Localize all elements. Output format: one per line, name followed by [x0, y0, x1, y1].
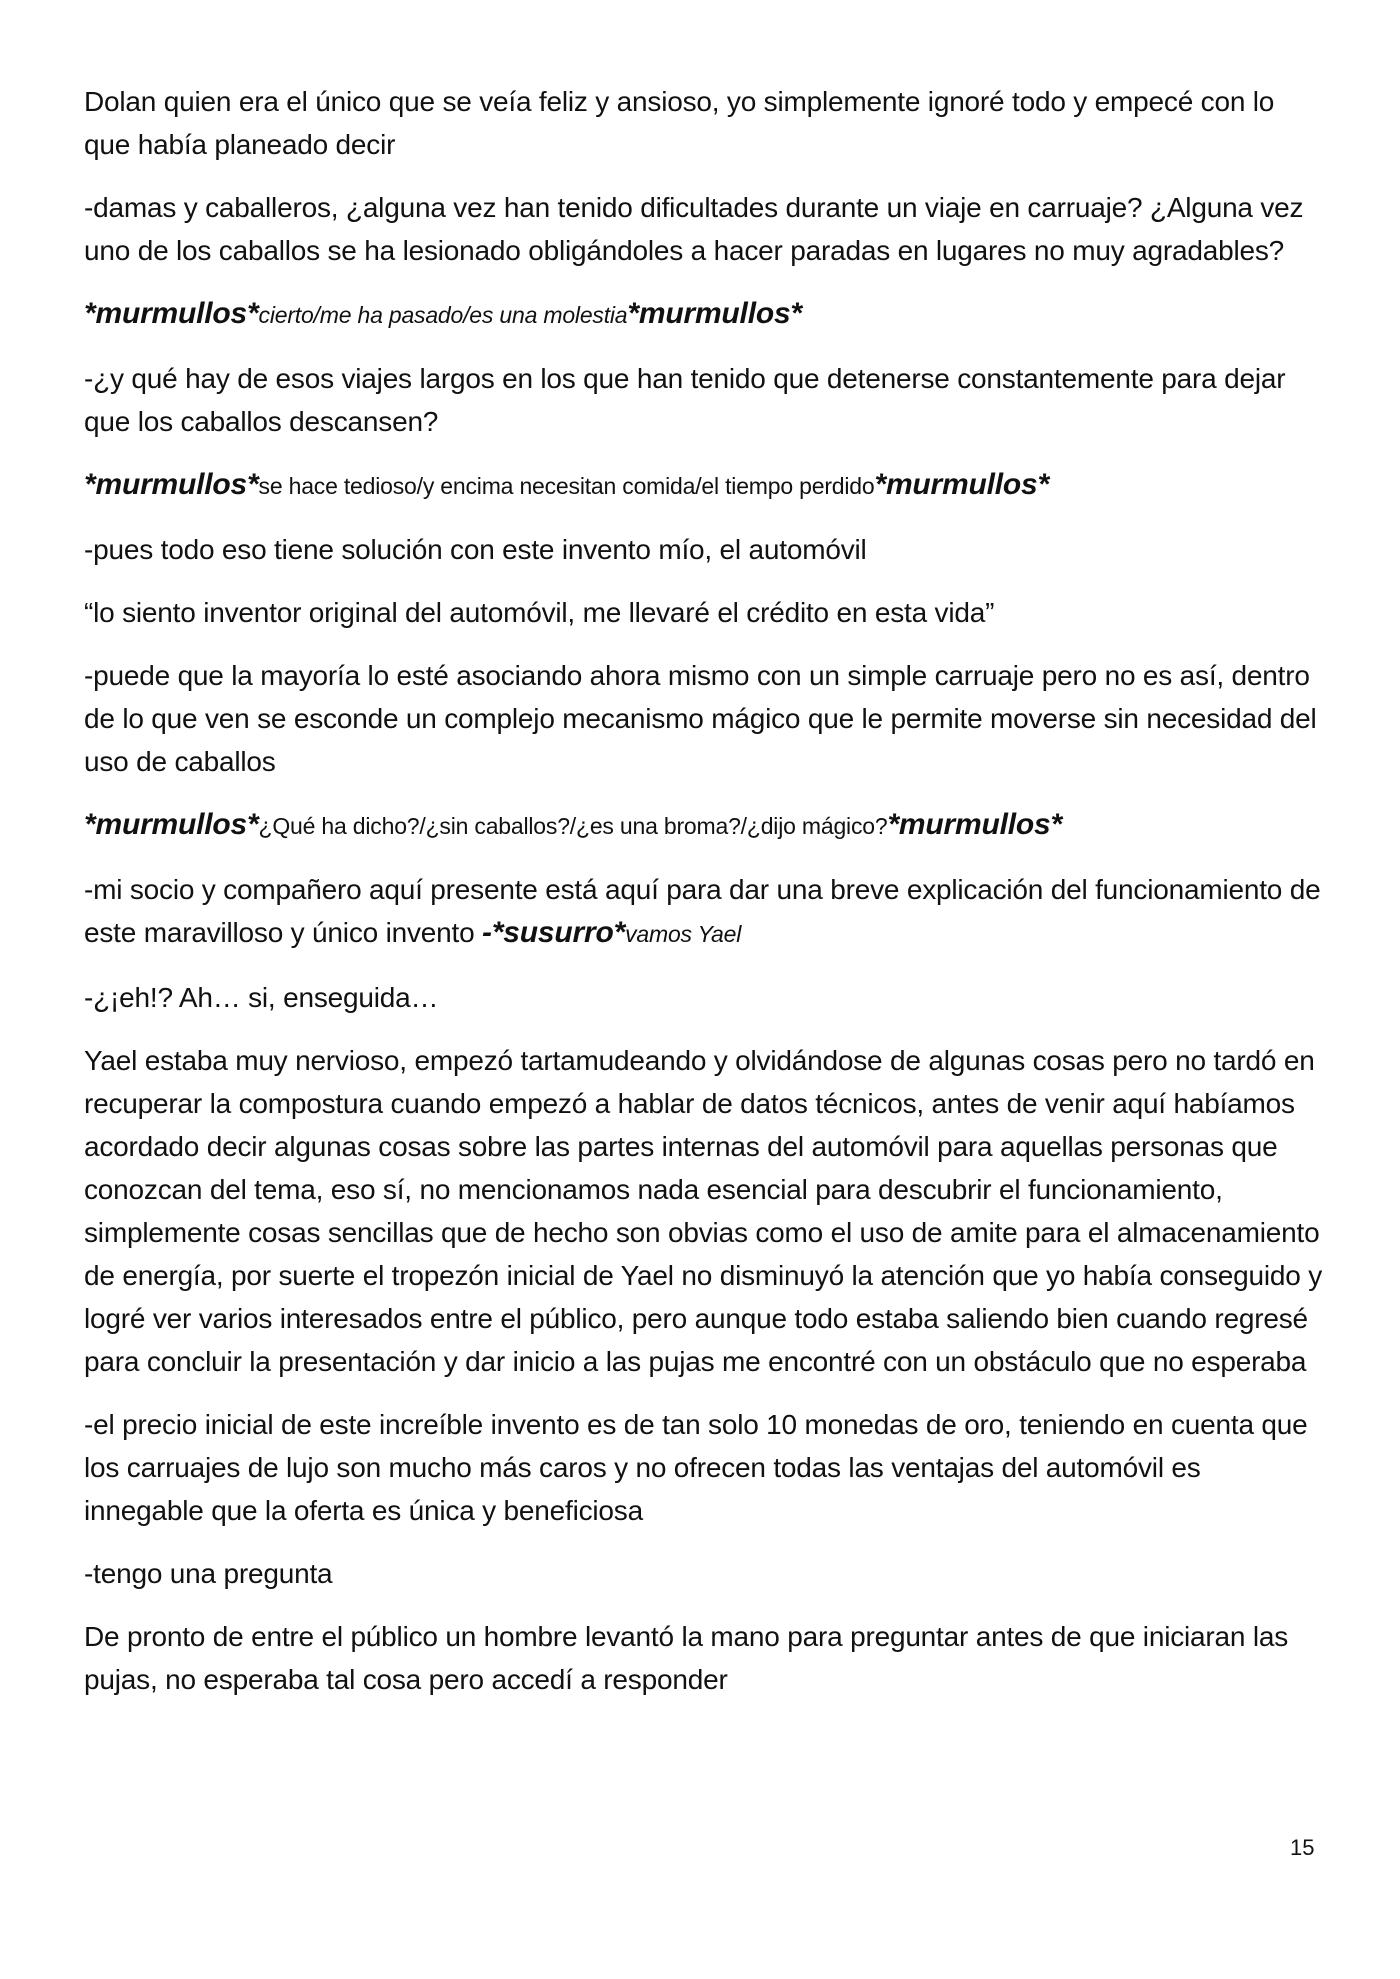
paragraph-8: -puede que la mayoría lo esté asociando ahora mismo con un simple carruaje pero no es así, dentro de lo que ven se esconde un complejo mecanismo mágico que le permite moverse sin necesidad del uso de caballos	[84, 660, 1317, 777]
paragraph-11: -¿¡eh!? Ah… si, enseguida…	[84, 982, 439, 1013]
paragraph-15: De pronto de entre el público un hombre levantó la mano para preguntar antes de que iniciaran las pujas, no esperaba tal cosa pero accedí a responder	[84, 1621, 1289, 1695]
page-number: 15	[1290, 1835, 1315, 1860]
murmur-tag-open: *murmullos*	[84, 468, 259, 501]
paragraph-2: -damas y caballeros, ¿alguna vez han tenido dificultades durante un viaje en carruaje? ¿Alguna vez uno de los caballos se ha lesionado obligándoles a hacer paradas en lugares no muy agradables?	[84, 192, 1304, 266]
paragraph-9-murmurs	[84, 803, 1324, 848]
paragraph-1: Dolan quien era el único que se veía feliz y ansioso, yo simplemente ignoré todo y empecé con lo que había planeado decir	[84, 86, 1275, 160]
murmur-text: cierto/me ha pasado/es una molestia	[258, 302, 628, 328]
paragraph-12: Yael estaba muy nervioso, empezó tartamudeando y olvidándose de algunas cosas pero no tardó en recuperar la compostura cuando empezó a hablar de datos técnicos, antes de venir aquí habíamos acordado decir algunas cosas sobre las partes internas del automóvil para aquellas personas que conozcan del tema, eso sí, no mencionamos nada esencial para descubrir el funcionamiento, simplemente cosas sencillas que de hecho son obvias como el uso de amite para el almacenamiento de energía, por suerte el tropezón inicial de Yael no disminuyó la atención que yo había conseguido y logré ver varios interesados entre el público, pero aunque todo estaba saliendo bien cuando regresé para concluir la presentación y dar inicio a las pujas me encontré con un obstáculo que no esperaba	[84, 1045, 1323, 1377]
paragraph-7-thought: “lo siento inventor original del automóvil, me llevaré el crédito en esta vida”	[84, 597, 995, 628]
whisper-tag: -*susurro*	[482, 916, 626, 949]
murmur-tag-open: *murmullos*	[84, 808, 259, 841]
paragraph-6: -pues todo eso tiene solución con este invento mío, el automóvil	[84, 534, 867, 565]
murmur-tag-open: *murmullos*	[84, 297, 259, 330]
murmur-tag-close: *murmullos*	[627, 297, 802, 330]
paragraph-5-murmurs	[84, 463, 1324, 508]
paragraph-10	[84, 868, 1324, 956]
paragraph-14: -tengo una pregunta	[84, 1558, 333, 1589]
whisper-text: vamos Yael	[625, 921, 742, 947]
paragraph-10-text: -mi socio y compañero aquí presente está aquí para dar una breve explicación del funcionamiento de este maravilloso y único invento	[84, 874, 1321, 948]
murmur-text: ¿Qué ha dicho?/¿sin caballos?/¿es una broma?/¿dijo mágico?	[258, 813, 888, 839]
murmur-text: se hace tedioso/y encima necesitan comida/el tiempo perdido	[258, 473, 875, 499]
murmur-tag-close: *murmullos*	[887, 808, 1062, 841]
paragraph-3-murmurs	[84, 292, 1324, 337]
paragraph-13: -el precio inicial de este increíble invento es de tan solo 10 monedas de oro, teniendo en cuenta que los carruajes de lujo son mucho más caros y no ofrecen todas las ventajas del automóvil es innegable que la oferta es única y beneficiosa	[84, 1409, 1308, 1526]
paragraph-4: -¿y qué hay de esos viajes largos en los que han tenido que detenerse constantemente para dejar que los caballos descansen?	[84, 363, 1286, 437]
body-text	[84, 80, 1324, 1721]
murmur-tag-close: *murmullos*	[874, 468, 1049, 501]
